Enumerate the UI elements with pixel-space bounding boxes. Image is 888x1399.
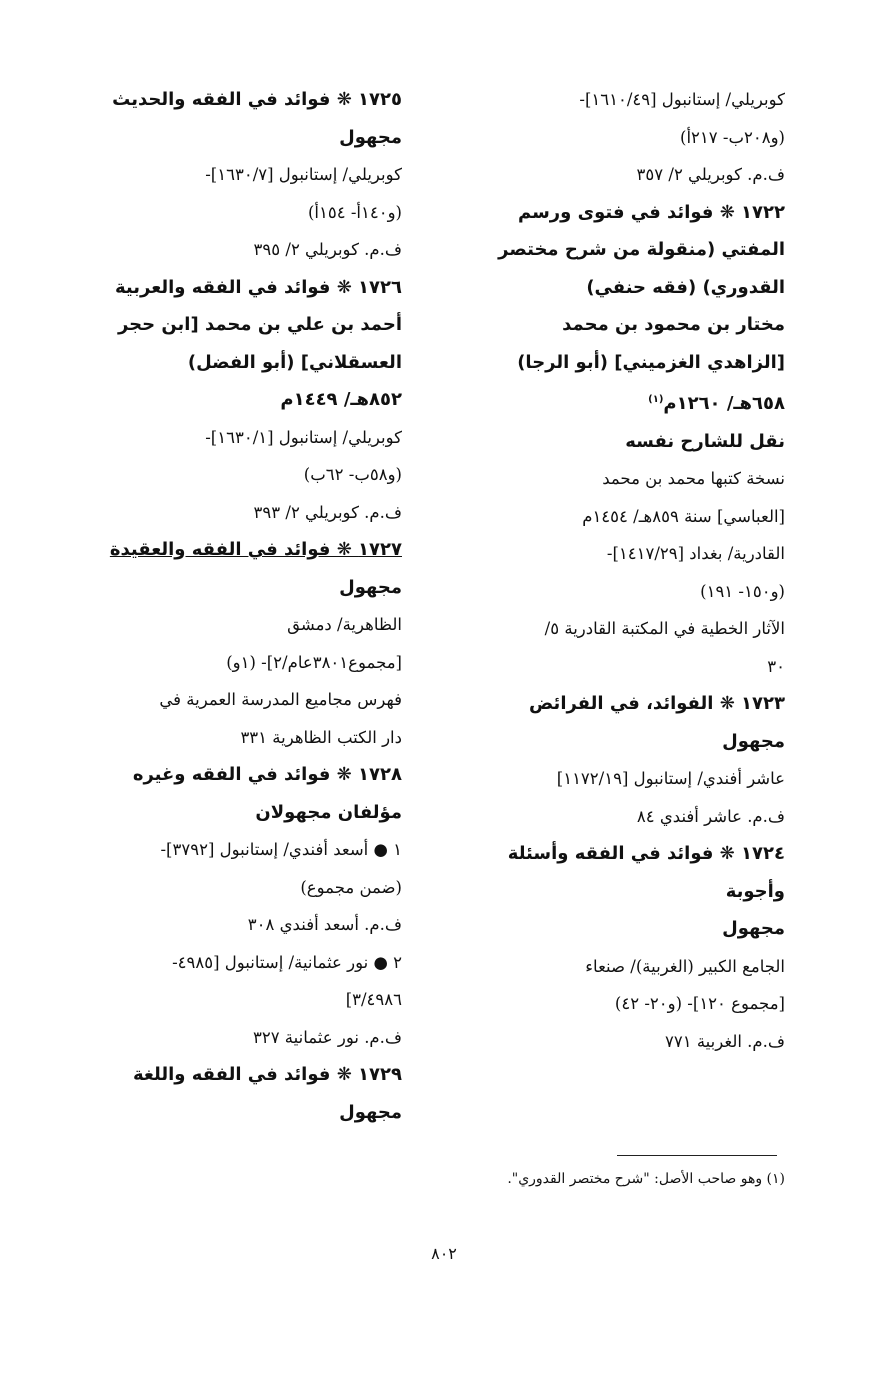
line: (و٢٠٨ب- ٢١٧أ): [680, 127, 785, 147]
author-name: أحمد بن علي بن محمد [ابن حجر: [117, 314, 402, 335]
line: دار الكتب الظاهرية ٣٣١: [240, 727, 402, 747]
author-date: ٨٥٢هـ/ ١٤٤٩م: [280, 389, 402, 410]
entry-title: ١٧٢٨ ❋ فوائد في الفقه وغيره: [132, 764, 402, 785]
line: كوبريلي/ إستانبول [١٦٣٠/٧]-: [205, 165, 402, 184]
line: [العباسي] سنة ٨٥٩هـ/ ١٤٥٤م: [582, 506, 785, 526]
entry-title: ١٧٢٢ ❋ فوائد في فتوى ورسم: [517, 201, 785, 223]
line: ف.م. الغربية ٧٧١: [665, 1031, 785, 1051]
author-name: مجهول: [722, 918, 785, 939]
entry-title: ١٧٢٤ ❋ فوائد في الفقه وأسئلة: [507, 843, 785, 864]
footnote: (١) وهو صاحب الأصل: "شرح مختصر القدوري".: [507, 1171, 785, 1187]
author-name: مجهول: [339, 1101, 402, 1123]
line: الآثار الخطية في المكتبة القادرية ٥/: [544, 619, 785, 638]
line: ف.م. كوبريلي ٢/ ٣٥٧: [636, 165, 785, 184]
line: (و١٤٠أ- ١٥٤أ): [307, 202, 402, 222]
author-name: العسقلاني] (أبو الفضل): [187, 351, 402, 373]
entry-title: وأجوبة: [725, 880, 785, 902]
line: (و٥٨ب- ٦٢ب): [303, 465, 402, 484]
author-name: [الزاهدي الغزميني] (أبو الرجا): [517, 351, 785, 373]
author-name: مجهول: [339, 576, 402, 598]
author-name: مجهول: [722, 730, 785, 752]
author-date-text: ٦٥٨هـ/ ١٢٦٠م: [663, 393, 785, 414]
line: فهرس مجاميع المدرسة العمرية في: [159, 690, 402, 709]
line: كوبريلي/ إستانبول [١٦٣٠/١]-: [205, 427, 402, 447]
line: ف.م. كوبريلي ٢/ ٣٩٥: [253, 240, 402, 259]
note-heading: نقل للشارح نفسه: [625, 430, 785, 452]
line: القادرية/ بغداد [١٤١٧/٢٩]-: [606, 544, 785, 563]
line: عاشر أفندي/ إستانبول [١١٧٢/١٩]: [556, 769, 785, 788]
entry-title: ١٧٢٧ ❋ فوائد في الفقه والعقيدة: [109, 539, 402, 560]
author-name: مجهول: [339, 126, 402, 148]
line: ف.م. نور عثمانية ٣٢٧: [252, 1027, 402, 1047]
author-date: [440, 386, 785, 418]
entry-title: المفتي (منقولة من شرح مختصر: [498, 239, 785, 260]
line: ف.م. أسعد أفندي ٣٠٨: [247, 915, 402, 934]
line: الجامع الكبير (الغربية)/ صنعاء: [585, 956, 785, 976]
left-column: [50, 86, 402, 1136]
right-column: [440, 86, 785, 1065]
entry-title: ١٧٢٣ ❋ الفوائد، في الفرائض: [529, 693, 785, 714]
entry-title: ١٧٢٩ ❋ فوائد في الفقه واللغة: [132, 1064, 402, 1085]
entry-title: ١٧٢٥ ❋ فوائد في الفقه والحديث: [112, 89, 402, 110]
author-name: مختار بن محمود بن محمد: [562, 314, 785, 335]
entry-title: ١٧٢٦ ❋ فوائد في الفقه والعربية: [114, 276, 402, 298]
line: ٣/٤٩٨٦]: [345, 990, 402, 1009]
line: الظاهرية/ دمشق: [287, 615, 402, 634]
line: (و١٥٠- ١٩١): [700, 581, 785, 601]
line: ف.م. عاشر أفندي ٨٤: [636, 806, 785, 826]
line: [مجموع ١٢٠]- (و٢٠- ٤٢): [614, 994, 785, 1013]
line: (ضمن مجموع): [300, 877, 402, 897]
footnote-marker: (١): [648, 394, 664, 405]
line: ف.م. كوبريلي ٢/ ٣٩٣: [253, 502, 402, 522]
author-name: مؤلفان مجهولان: [255, 801, 402, 823]
line: كوبريلي/ إستانبول [١٦١٠/٤٩]-: [579, 90, 785, 109]
line: ٣٠: [767, 656, 785, 676]
line: نسخة كتبها محمد بن محمد: [602, 469, 785, 488]
list-item: ١ ● أسعد أفندي/ إستانبول [٣٧٩٢]-: [160, 840, 402, 859]
line: [مجموع٣٨٠١عام/٢]- (١و): [226, 652, 402, 672]
page-number: ٨٠٢: [431, 1244, 457, 1263]
entry-title: القدوري) (فقه حنفي): [586, 276, 785, 298]
list-item: ٢ ● نور عثمانية/ إستانبول [٤٩٨٥-: [172, 952, 402, 972]
footnote-divider: [617, 1155, 777, 1156]
